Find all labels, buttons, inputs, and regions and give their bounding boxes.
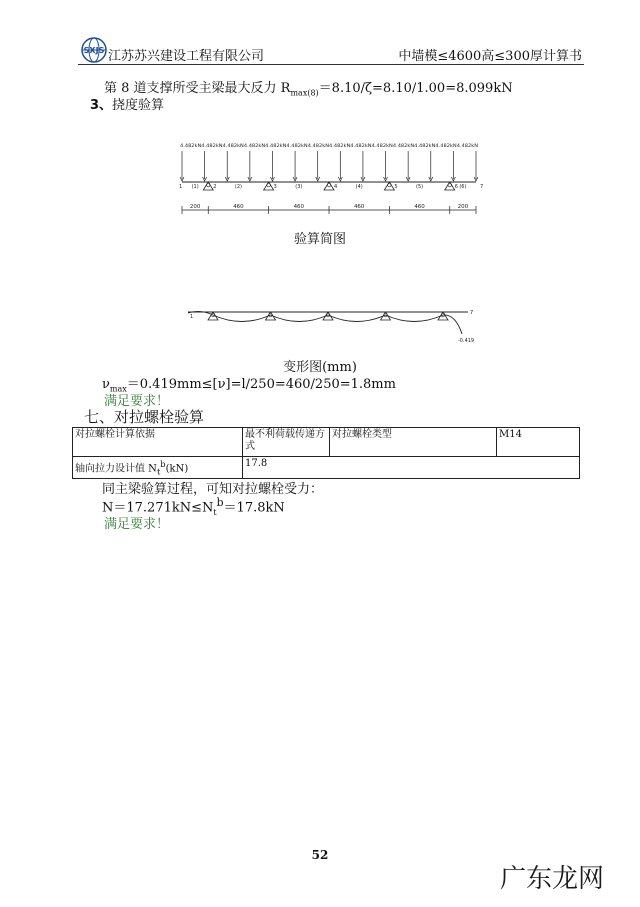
table-cell: 最不利荷载传递方式 <box>243 428 330 457</box>
span-label: (2) <box>234 184 242 190</box>
node-label: 6 <box>454 184 458 190</box>
span-label: (4) <box>355 184 363 190</box>
bolt-check-sup: b <box>216 496 224 509</box>
node-label: 5 <box>394 184 398 190</box>
dimension-label: 460 <box>233 204 244 210</box>
watermark: 广东龙网 <box>499 864 604 894</box>
logo-text: SXJS <box>83 46 105 55</box>
node-label: 7 <box>480 184 484 190</box>
node-label: 1 <box>179 184 183 190</box>
reaction-text: 第 8 道支撑所受主梁最大反力 R <box>104 81 291 96</box>
bolt-ok-text: 满足要求！ <box>104 517 170 532</box>
header-divider <box>78 64 584 65</box>
deflection-symbol: ν <box>102 377 110 392</box>
deform-value-label: -0.419 <box>458 338 475 344</box>
node-label: 4 <box>334 184 338 190</box>
page-number: 52 <box>311 848 329 862</box>
node-label: 2 <box>213 184 217 190</box>
table-cell: M14 <box>497 428 580 457</box>
deformation-diagram <box>180 300 490 350</box>
support-icon-pin <box>327 183 331 187</box>
bolt-check-rest: ＝17.8kN <box>223 500 285 516</box>
table-cell: 对拉螺栓计算依据 <box>73 428 243 457</box>
deformation-diagram-caption: 变形图(mm) <box>283 360 357 375</box>
max-reaction-line <box>104 77 513 98</box>
table-cell: 17.8 <box>243 457 580 479</box>
table-cell-unit: (kN) <box>165 463 189 475</box>
bolt-check-lead: N＝17.271kN≤N <box>102 500 214 516</box>
span-label: (5) <box>416 184 424 190</box>
deflection-sub: max <box>109 384 127 394</box>
table-cell <box>73 457 243 479</box>
dimension-label: 200 <box>189 204 201 210</box>
section-3-number: 3、 <box>90 98 113 113</box>
deflection-ok-text: 满足要求！ <box>104 394 170 409</box>
dimension-label: 200 <box>457 204 469 210</box>
bolt-process-text: 同主梁验算过程，可知对拉螺栓受力： <box>102 482 324 497</box>
load-labels: 4.482kN4.482kN4.482kN4.482kN4.482kN4.482kN4.482kN4.482kN4.482kN4.482kN4.482kN4.482kN4.482kN4.482kN <box>180 144 450 149</box>
section-3-heading <box>90 94 164 113</box>
support-icon-pin <box>448 183 452 187</box>
bolt-table <box>72 427 580 479</box>
load-diagram-caption: 验算简图 <box>293 232 346 247</box>
table-cell-sub: t <box>156 466 161 477</box>
table-cell-text: 轴向拉力设计值 N <box>75 463 157 475</box>
span-label: (1) <box>191 184 199 190</box>
support-icon-pin <box>206 183 210 187</box>
table-row <box>73 457 580 479</box>
node-label: 3 <box>273 184 277 190</box>
dimension-label: 460 <box>293 204 305 210</box>
document-title: 中墙模≤4600高≤300厚计算书 <box>398 49 582 64</box>
reaction-sub: max(8) <box>290 88 319 98</box>
deform-end-label: 7 <box>470 310 474 316</box>
table-row <box>73 428 580 457</box>
table-cell-sup: b <box>160 459 166 469</box>
dimension-label: 460 <box>353 204 365 210</box>
span-label: (3) <box>295 184 303 190</box>
span-label: (6) <box>459 184 467 190</box>
support-icon-pin <box>267 183 271 187</box>
dimension-label: 460 <box>414 204 425 210</box>
bolt-check-sub: t <box>213 507 217 517</box>
reaction-rest: ＝8.10/ζ=8.10/1.00=8.099kN <box>318 81 513 96</box>
support-icon-pin <box>388 183 392 187</box>
table-cell: 对拉螺栓类型 <box>330 428 497 457</box>
deformed-shape-curve <box>188 311 462 334</box>
deform-start-label: 1 <box>190 314 194 320</box>
section-7-heading: 七、对拉螺栓验算 <box>84 408 205 426</box>
deflection-rest: ＝0.419mm≤[ν]=l/250=460/250=1.8mm <box>126 377 396 392</box>
company-logo-icon <box>80 36 108 64</box>
company-name: 江苏苏兴建设工程有限公司 <box>108 49 265 64</box>
load-diagram <box>176 138 482 224</box>
section-3-title: 挠度验算 <box>112 98 165 113</box>
